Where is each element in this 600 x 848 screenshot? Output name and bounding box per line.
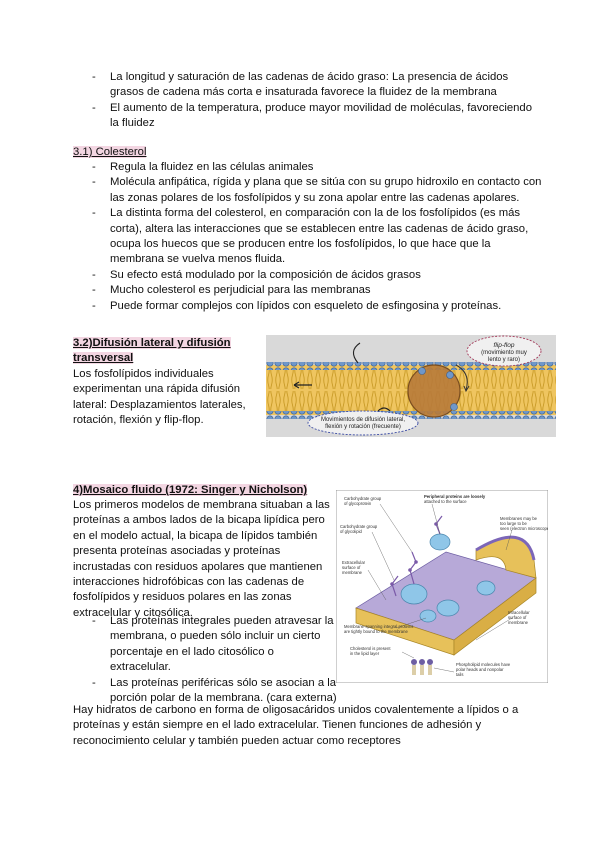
fig-label: Peripheral proteins are loosely [424,494,486,499]
fig-label: membrane [508,620,529,625]
fig-label: polar heads and nonpolar [456,667,504,672]
diffusion-figure [266,335,556,437]
fig-label: Phospholipid molecules have [456,662,511,667]
section-heading-difusion: 3.2)Difusión lateral y difusión transversal [73,337,231,365]
fig-label: attached to the surface [424,499,467,504]
fig-label: surface of [508,615,527,620]
mosaico-paragraph: Los primeros modelos de membrana situaban a las proteínas a ambos lados de la bicapa lipídica pero en el modelo actual, la bicapa de lípidos también presenta proteínas asociadas y proteínas incrustadas con residuos apolares que mantienen interacciones hidrofóbicas con las cadenas de fosfolípidos y residuos polares en las zonas extracelular y citosólica. [73,499,330,619]
lateral-label-1: Movimientos de difusión lateral, [320,417,406,423]
list-item: - Su efecto está modulado por la composición de ácidos grasos [92,268,547,283]
mosaico-list [92,614,337,706]
list-item: - El aumento de la temperatura, produce mayor movilidad de moléculas, favoreciendo la fluidez [92,101,542,132]
fig-label: Membrane-spanning integral proteins [344,624,414,629]
fig-label: Extracellular [342,560,366,565]
fig-label: membrane [342,570,363,575]
fig-label: of glycolipid [340,529,362,534]
fig-label: Intracellular [508,610,530,615]
fig-label: Carbohydrate group [340,524,378,529]
fig-label: Membranes may be [500,516,538,521]
list-item: - Puede formar complejos con lípidos con esqueleto de esfingosina y proteínas. [92,299,547,314]
list-item: - La distinta forma del colesterol, en comparación con la de los fosfolípidos (es más corta), altera las interacciones que se establecen entre las cadenas de ácido graso, ocupa los huecos que se producen entre los fosfolípidos, lo que hace que la membrana se vuelva menos fluida. [92,206,547,268]
list-item: - Las proteínas integrales pueden atravesar la membrana, o pueden sólo incluir un cierto porcentaje en el lado citosólico o extracelular. [92,614,337,676]
fluid-mosaic-figure [336,490,548,683]
flipflop-label-3: lento y raro) [487,357,521,363]
fig-label: too large to be [500,521,527,526]
mosaico-closing-paragraph: Hay hidratos de carbono en forma de oligosacáridos unidos covalentemente a lípidos o a proteínas y están siempre en el lado extracelular. Tienen funciones de adhesión y reconocimiento celular y también pueden actuar como receptores [73,704,519,747]
fluid-mosaic-illustration [336,490,548,683]
list-item: - Mucho colesterol es perjudicial para las membranas [92,283,547,298]
fig-label: are tightly bound to the membrane [344,629,408,634]
fig-label: Cholesterol is present [350,646,391,651]
fig-label: in the lipid layer [350,651,380,656]
colesterol-list [92,160,547,314]
fig-label: of glycoprotein [344,501,372,506]
section-heading-mosaico: 4)Mosaico fluido (1972: Singer y Nicholson) [73,484,308,496]
list-item: - Molécula anfipática, rígida y plana que se sitúa con su grupo hidroxilo en contacto con las zonas polares de los fosfolípidos y su zona apolar entre las cadenas apolares. [92,175,547,206]
fig-label: surface of [342,565,361,570]
lateral-label-2: flexión y rotación (frecuente) [325,424,401,430]
flipflop-label-2: (movimiento muy [481,350,527,356]
list-item: - Las proteínas periféricas sólo se asocian a la porción polar de la membrana. (cara externa) [92,676,337,707]
membrane-diffusion-illustration [266,335,556,437]
fig-label: seen (electron microscope) [500,526,548,531]
fig-label: Carbohydrate group [344,496,382,501]
flipflop-label-1: flip-flop [493,342,515,349]
difusion-paragraph: Los fosfolípidos individuales experimentan una rápida difusión lateral: Desplazamientos laterales, rotación, flexión y flip-flop. [73,368,246,427]
list-item: - La longitud y saturación de las cadenas de ácido graso: La presencia de ácidos grasos de cadena más corta e insaturada favorece la fluidez de la membrana [92,70,542,101]
section-heading-colesterol: 3.1) Colesterol [73,146,147,158]
fig-label: tails [456,672,464,677]
list-item: - Regula la fluidez en las células animales [92,160,547,175]
fluidity-factors-list [92,70,542,132]
